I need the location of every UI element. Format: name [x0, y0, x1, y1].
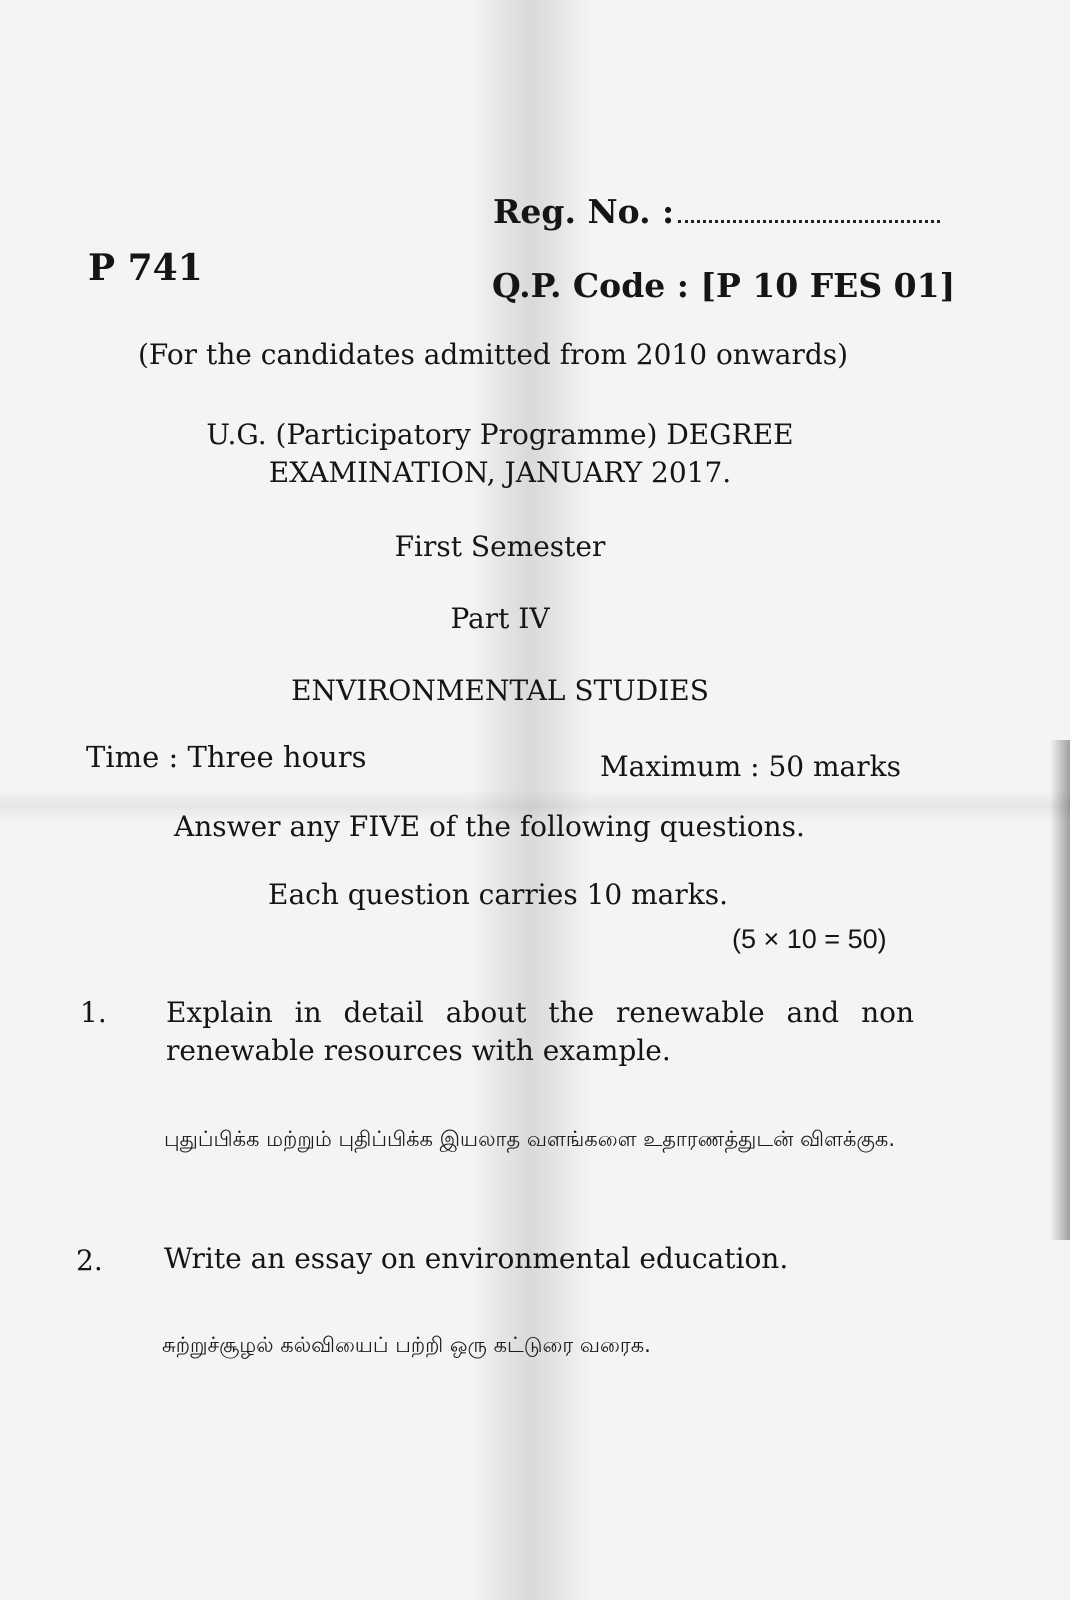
question-text-tamil: சுற்றுச்சூழல் கல்வியைப் பற்றி ஒரு கட்டுரை வரைக.	[162, 1333, 651, 1357]
candidates-note: (For the candidates admitted from 2010 onwards)	[138, 338, 849, 371]
question-text-tamil: புதுப்பிக்க மற்றும் புதிப்பிக்க இயலாத வளங்களை உதாரணத்துடன் விளக்குக.	[164, 1127, 896, 1151]
part: Part IV	[450, 602, 550, 635]
instruction-marks-each: Each question carries 10 marks.	[268, 878, 728, 911]
paper-code: P 741	[88, 247, 203, 289]
question-number: 1.	[80, 996, 107, 1029]
qp-code: Q.P. Code : [P 10 FES 01]	[492, 266, 956, 305]
paper-fold-shadow	[1050, 740, 1070, 1240]
time-allowed: Time : Three hours	[86, 740, 367, 774]
reg-no-row	[493, 192, 940, 231]
question-text: Write an essay on environmental education.	[164, 1242, 789, 1275]
maximum-marks: Maximum : 50 marks	[600, 750, 901, 783]
question-number: 2.	[76, 1244, 103, 1277]
degree-title-line1: U.G. (Participatory Programme) DEGREE	[206, 418, 794, 451]
marks-formula: (5 × 10 = 50)	[732, 924, 887, 954]
reg-no-label: Reg. No. :	[493, 192, 675, 231]
semester: First Semester	[394, 530, 606, 563]
degree-title-line2: EXAMINATION, JANUARY 2017.	[268, 456, 732, 489]
subject-title: ENVIRONMENTAL STUDIES	[291, 674, 709, 707]
instruction-answer-any: Answer any FIVE of the following questions.	[174, 810, 805, 843]
reg-no-blank	[678, 217, 940, 223]
question-text: Explain in detail about the renewable and non renewable resources with example.	[166, 996, 914, 1067]
